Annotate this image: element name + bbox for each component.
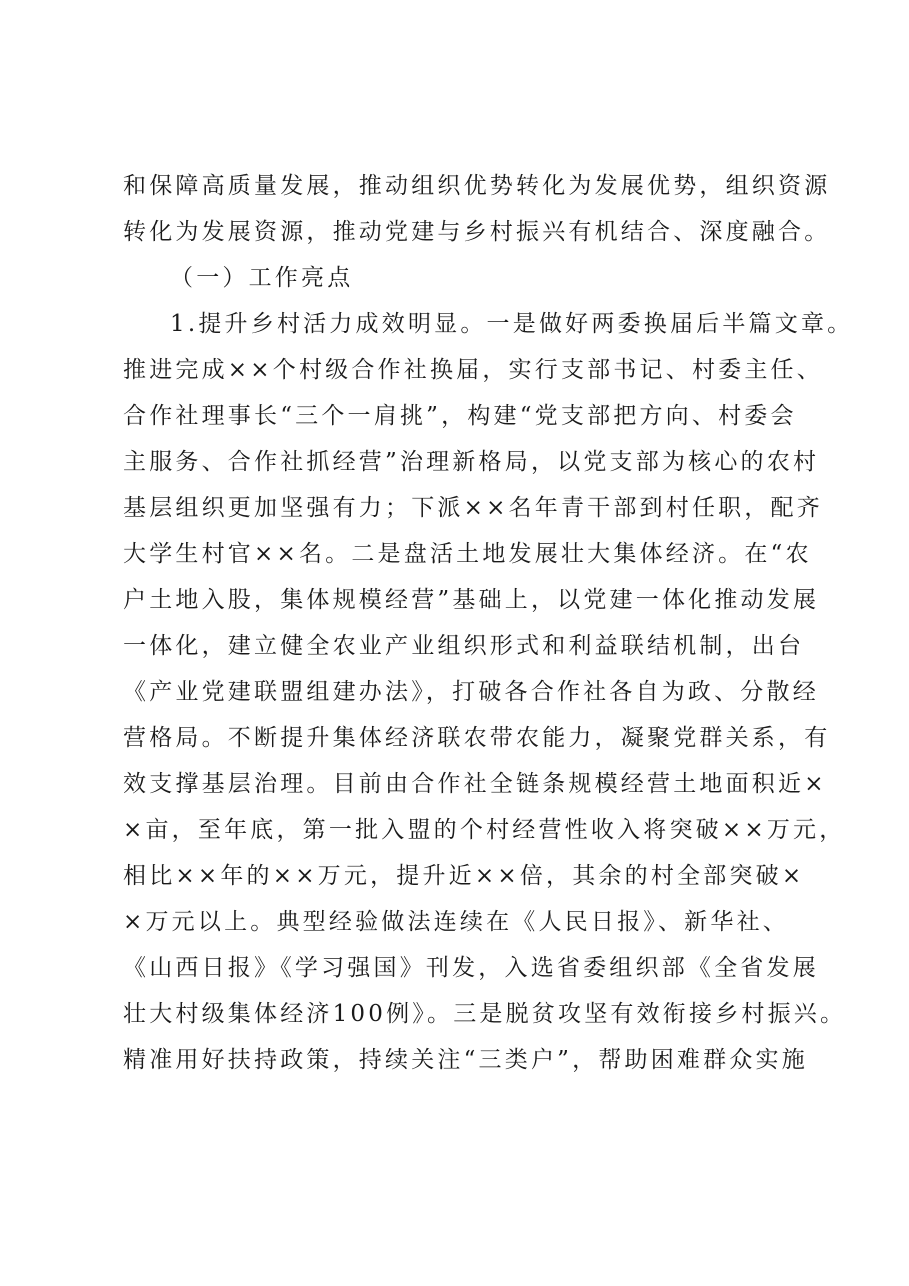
text-line-7: 主服务、合作社抓经营”治理新格局，以党支部为核心的农村 — [123, 449, 820, 475]
text-line-20: 精准用好扶持政策，持续关注“三类户”，帮助困难群众实施 — [123, 1047, 808, 1073]
text-line-8: 基层组织更加坚强有力；下派××名年青干部到村任职，配齐 — [123, 495, 823, 521]
text-line-6: 合作社理事长“三个一肩挑”，构建“党支部把方向、村委会 — [123, 403, 797, 429]
text-line-5: 推进完成××个村级合作社换届，实行支部书记、村委主任、 — [123, 357, 823, 383]
text-line-19: 壮大村级集体经济100例》。三是脱贫攻坚有效衔接乡村振兴。 — [123, 1001, 847, 1027]
text-line-17: ×万元以上。典型经验做法连续在《人民日报》、新华社、 — [123, 909, 789, 935]
text-line-16: 相比××年的××万元，提升近××倍，其余的村全部突破× — [123, 863, 805, 889]
text-line-1: 和保障高质量发展，推动组织优势转化为发展优势，组织资源 — [123, 173, 831, 199]
text-line-18: 《山西日报》《学习强国》刊发，入选省委组织部《全省发展 — [123, 955, 819, 981]
text-line-11: 一体化，建立健全农业产业组织形式和利益联结机制，出台 — [123, 633, 805, 659]
text-line-9: 大学生村官××名。二是盘活土地发展壮大集体经济。在“农 — [123, 541, 812, 567]
text-line-15: ×亩，至年底，第一批入盟的个村经营性收入将突破××万元， — [123, 817, 846, 843]
section-heading: （一）工作亮点 — [170, 265, 354, 291]
text-line-10: 户土地入股，集体规模经营”基础上，以党建一体化推动发展 — [123, 587, 820, 613]
text-line-13: 营格局。不断提升集体经济联农带农能力，凝聚党群关系，有 — [123, 725, 831, 751]
text-line-14: 效支撑基层治理。目前由合作社全链条规模经营土地面积近× — [123, 771, 827, 797]
paragraph-first-line: 1.提升乡村活力成效明显。一是做好两委换届后半篇文章。 — [170, 311, 854, 337]
text-line-12: 《产业党建联盟组建办法》，打破各合作社各自为政、分散经 — [123, 679, 819, 705]
text-line-2: 转化为发展资源，推动党建与乡村振兴有机结合、深度融合。 — [123, 219, 831, 245]
